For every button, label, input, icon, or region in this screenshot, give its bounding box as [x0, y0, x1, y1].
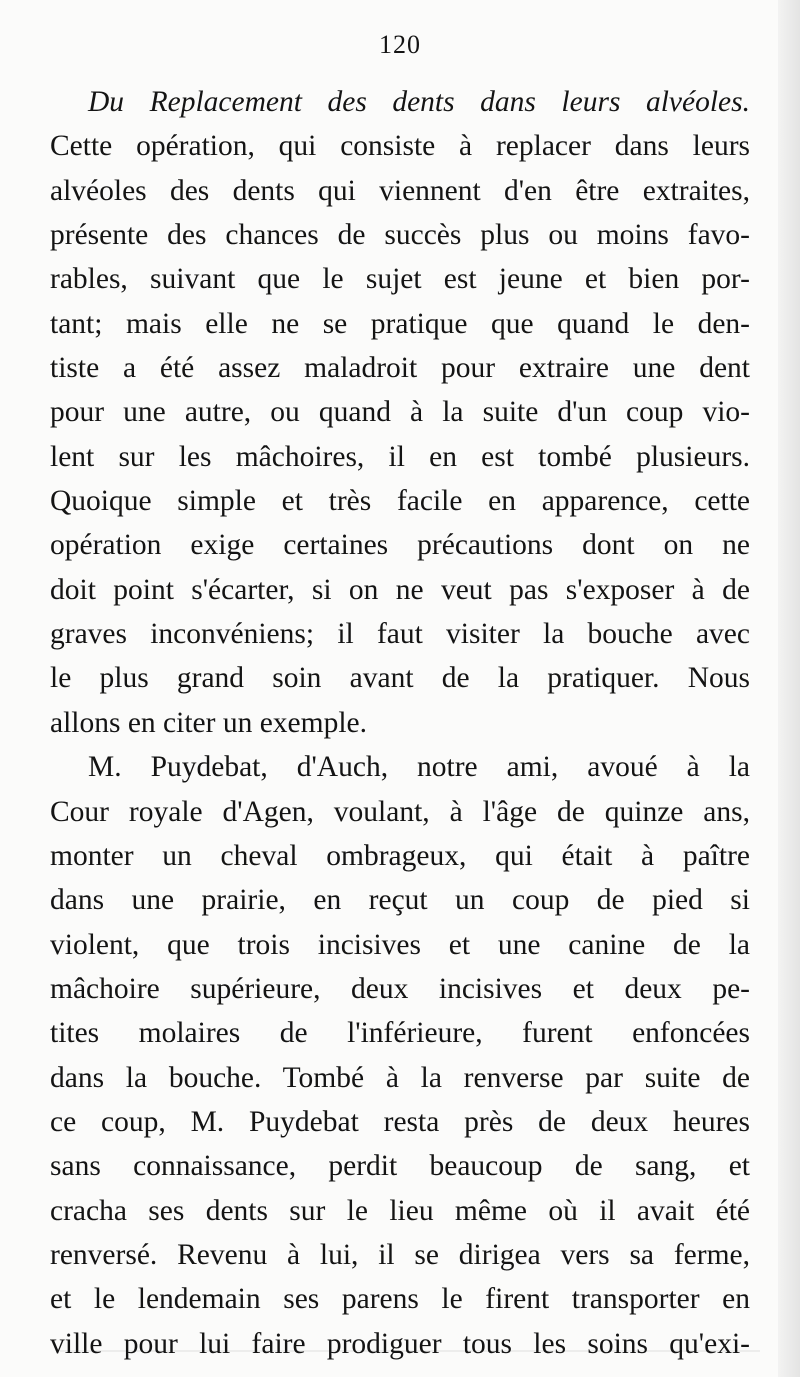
text-line: monter un cheval ombrageux, qui était à paître	[50, 839, 750, 872]
text-line: renversé. Revenu à lui, il se dirigea vers sa ferme,	[50, 1238, 750, 1271]
text-line: dans la bouche. Tombé à la renverse par suite de	[50, 1061, 750, 1094]
text-line: mâchoire supérieure, deux incisives et deux pe-	[50, 972, 750, 1005]
text-line: lent sur les mâchoires, il en est tombé plusieurs.	[50, 440, 750, 473]
text-line: graves inconvéniens; il faut visiter la bouche avec	[50, 618, 750, 651]
text-line: rables, suivant que le sujet est jeune et bien por-	[50, 263, 750, 296]
text-line: M. Puydebat, d'Auch, notre ami, avoué à la	[88, 751, 750, 784]
body-text	[50, 80, 750, 1366]
text-line: présente des chances de succès plus ou moins favo-	[50, 219, 750, 252]
text-line: le plus grand soin avant de la pratiquer. Nous	[50, 662, 750, 695]
text-line: Quoique simple et très facile en apparence, cette	[50, 485, 750, 518]
page-edge-shadow	[778, 0, 800, 1377]
text-line: Cette opération, qui consiste à replacer dans leurs	[50, 130, 750, 163]
text-line: violent, que trois incisives et une canine de la	[50, 928, 750, 961]
text-line: allons en citer un exemple.	[50, 706, 368, 739]
section-heading: Du Replacement des dents dans leurs alvéoles.	[88, 86, 750, 118]
text-line: tites molaires de l'inférieure, furent enfoncées	[50, 1017, 750, 1050]
text-line: ce coup, M. Puydebat resta près de deux heures	[50, 1105, 750, 1138]
text-line: opération exige certaines précautions dont on ne	[50, 529, 750, 562]
text-line: cracha ses dents sur le lieu même où il avait été	[50, 1194, 750, 1227]
text-line: et le lendemain ses parens le firent transporter en	[50, 1283, 750, 1316]
page-number: 120	[379, 30, 421, 59]
text-line: tiste a été assez maladroit pour extraire une dent	[50, 352, 750, 385]
text-line: dans une prairie, en reçut un coup de pied si	[50, 884, 750, 917]
text-line: pour une autre, ou quand à la suite d'un coup vio-	[50, 396, 750, 429]
text-line: tant; mais elle ne se pratique que quand le den-	[50, 307, 750, 340]
text-line: alvéoles des dents qui viennent d'en être extraites,	[50, 174, 750, 207]
text-line: sans connaissance, perdit beaucoup de sang, et	[50, 1150, 750, 1183]
text-line: ville pour lui faire prodiguer tous les soins qu'exi-	[50, 1327, 750, 1360]
text-line: doit point s'écarter, si on ne veut pas s'exposer à de	[50, 573, 750, 606]
text-line: Cour royale d'Agen, voulant, à l'âge de quinze ans,	[50, 795, 750, 828]
